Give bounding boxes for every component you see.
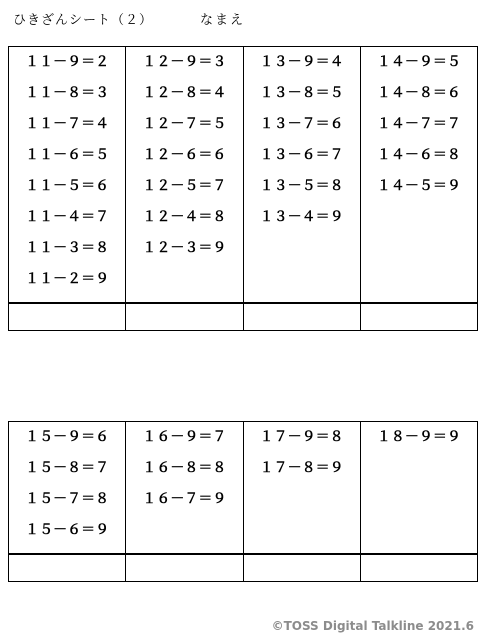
equation: １４－８＝６ <box>376 85 461 101</box>
equation: １２－５＝７ <box>142 178 227 194</box>
answer-box[interactable] <box>126 555 243 581</box>
column-18 <box>361 422 477 553</box>
equation: １５－７＝８ <box>25 491 110 507</box>
equation: １３－５＝８ <box>259 178 344 194</box>
equation: １３－９＝４ <box>259 54 344 70</box>
equation: １３－６＝７ <box>259 147 344 163</box>
equation: １２－８＝４ <box>142 85 227 101</box>
equation: １５－９＝６ <box>25 429 110 445</box>
equation: １８－９＝９ <box>376 429 461 445</box>
answer-box[interactable] <box>361 555 477 581</box>
column-14 <box>361 47 477 302</box>
equation: １２－６＝６ <box>142 147 227 163</box>
equation: １４－６＝８ <box>376 147 461 163</box>
equation: １３－８＝５ <box>259 85 344 101</box>
answer-row <box>9 304 477 330</box>
answer-box[interactable] <box>361 304 477 330</box>
equation: １１－５＝６ <box>25 178 110 194</box>
equation: １７－９＝８ <box>259 429 344 445</box>
name-label: なまえ <box>200 13 246 28</box>
equation: １２－４＝８ <box>142 209 227 225</box>
column-15 <box>9 422 126 553</box>
equation: １２－３＝９ <box>142 240 227 256</box>
equation: １１－３＝８ <box>25 240 110 256</box>
equation: １４－７＝７ <box>376 116 461 132</box>
column-13 <box>244 47 361 302</box>
column-12 <box>126 47 243 302</box>
equation: １３－７＝６ <box>259 116 344 132</box>
answer-box[interactable] <box>9 304 126 330</box>
equation: １１－４＝７ <box>25 209 110 225</box>
equation: １５－８＝７ <box>25 460 110 476</box>
equation: １７－８＝９ <box>259 460 344 476</box>
equation: １１－７＝４ <box>25 116 110 132</box>
worksheet-bottom <box>8 421 478 582</box>
equation: １１－６＝５ <box>25 147 110 163</box>
equation: １１－９＝２ <box>25 54 110 70</box>
answer-box[interactable] <box>244 555 361 581</box>
answer-box[interactable] <box>244 304 361 330</box>
equation: １６－８＝８ <box>142 460 227 476</box>
equation: １１－８＝３ <box>25 85 110 101</box>
equation: １４－９＝５ <box>376 54 461 70</box>
equation: １３－４＝９ <box>259 209 344 225</box>
worksheet-top <box>8 46 478 331</box>
answer-row <box>9 555 477 581</box>
equation: １５－６＝９ <box>25 522 110 538</box>
column-17 <box>244 422 361 553</box>
equation: １２－７＝５ <box>142 116 227 132</box>
column-11 <box>9 47 126 302</box>
equation: １４－５＝９ <box>376 178 461 194</box>
copyright-footer: ©TOSS Digital Talkline 2021.6 <box>271 619 474 633</box>
answer-box[interactable] <box>126 304 243 330</box>
answer-box[interactable] <box>9 555 126 581</box>
equation-columns <box>9 422 477 555</box>
equation: １６－７＝９ <box>142 491 227 507</box>
equation: １２－９＝３ <box>142 54 227 70</box>
sheet-title: ひきざんシート（２） <box>13 13 154 28</box>
equation-columns <box>9 47 477 304</box>
equation: １１－２＝９ <box>25 271 110 287</box>
column-16 <box>126 422 243 553</box>
equation: １６－９＝７ <box>142 429 227 445</box>
